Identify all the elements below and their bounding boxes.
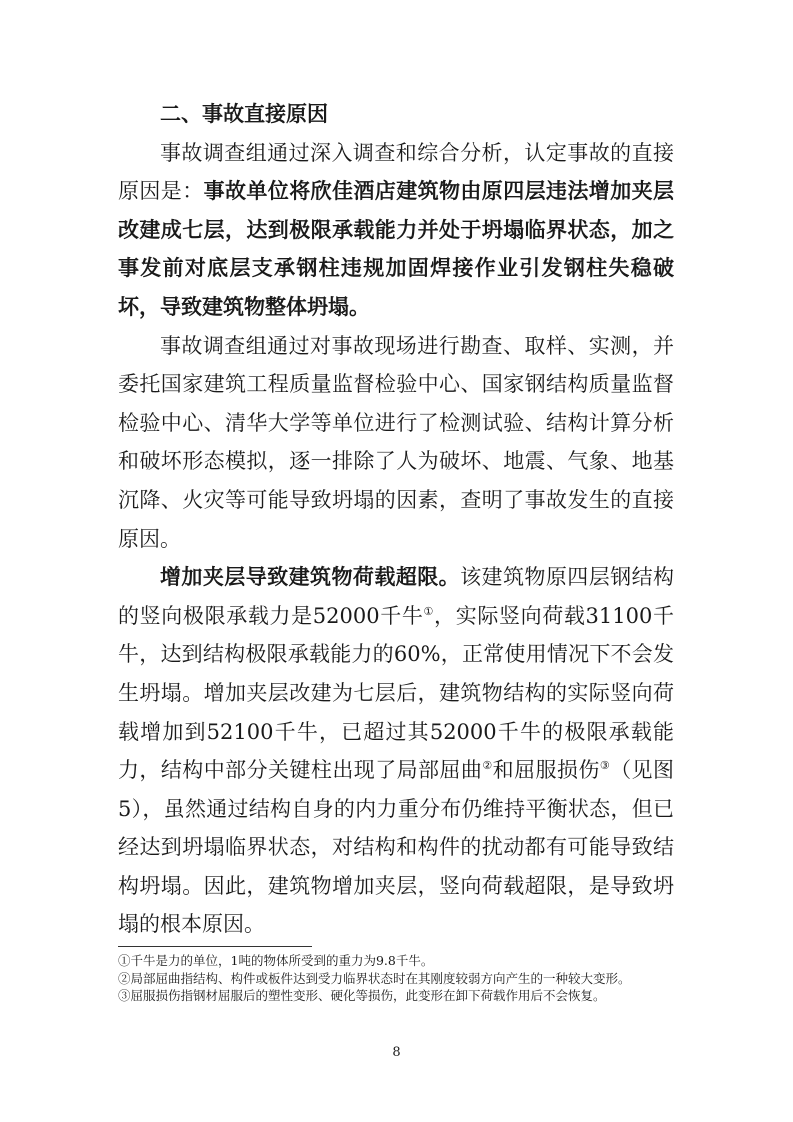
paragraph-direct-cause: [118, 134, 674, 327]
load-text-2: ，实际竖向荷载31100千牛，达到结构极限承载能力的60%，正常使用情况下不会发生坍塌。增加夹层改建为七层后，建筑物结构的实际竖向荷载增加到52100千牛，已超过其52000千牛的极限承载能力，结构中部分关键柱出现了局部屈曲: [118, 603, 674, 783]
load-text-1: 该建筑物原四层钢结构的竖向极限承载力是52000千牛: [118, 565, 675, 628]
footnote-ref-3: ③: [599, 759, 611, 773]
footnote-ref-1: ①: [423, 604, 435, 618]
footnote-2: ②局部屈曲指结构、构件或板件达到受力临界状态时在其刚度较弱方向产生的一种较大变形。: [118, 970, 631, 986]
load-text-3: 和屈服损伤: [492, 758, 600, 783]
section-heading: 二、事故直接原因: [160, 102, 328, 126]
footnotes: [118, 952, 674, 1005]
load-exceeded-title: 增加夹层导致建筑物荷载超限。: [160, 565, 461, 590]
paragraph-intro: 事故调查组通过深入调查和综合分析，认定事故的直接原因是：: [118, 140, 674, 204]
footnote-3: ③屈服损伤指钢材屈服后的塑性变形、硬化等损伤，此变形在卸下荷载作用后不会恢复。: [118, 988, 606, 1003]
paragraph-investigation: 事故调查组通过对事故现场进行勘查、取样、实测，并委托国家建筑工程质量监督检验中心、国家钢结构质量监督检验中心、清华大学等单位进行了检测试验、结构计算分析和破坏形态模拟，逐一排除了人为破坏、地震、气象、地基沉降、火灾等可能导致坍塌的因素，查明了事故发生的直接原因。: [118, 333, 674, 551]
paragraph-load-exceeded: [118, 558, 674, 944]
direct-cause-statement: 事故单位将欣佳酒店建筑物由原四层违法增加夹层改建成七层，达到极限承载能力并处于坍塌临界状态，加之事发前对底层支承钢柱违规加固焊接作业引发钢柱失稳破坏，导致建筑物整体坍塌。: [118, 179, 675, 319]
load-text-4: （见图5），虽然通过结构自身的内力重分布仍维持平衡状态，但已经达到坍塌临界状态，对结构和构件的扰动都有可能导致结构坍塌。因此，建筑物增加夹层，竖向荷载超限，是导致坍塌的根本原因。: [118, 758, 674, 937]
page-number: 8: [392, 1045, 401, 1060]
footnote-1: ①千牛是力的单位，1吨的物体所受到的重力为9.8千牛。: [118, 953, 434, 968]
body-text: [118, 95, 674, 944]
footnote-ref-2: ②: [482, 759, 493, 773]
footnote-separator: [118, 946, 312, 947]
